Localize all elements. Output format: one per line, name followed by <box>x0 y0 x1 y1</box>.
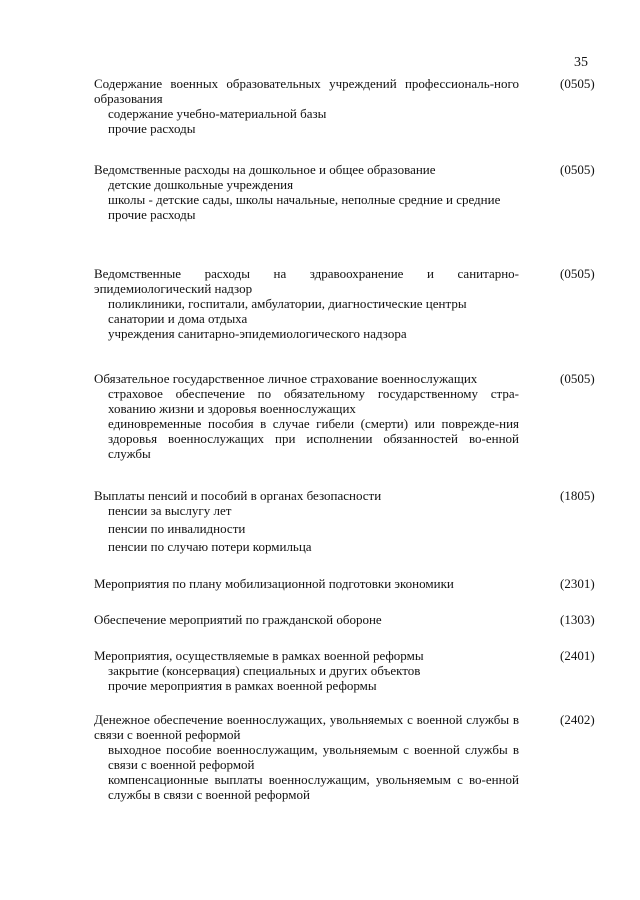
section-code: (2402) <box>560 712 595 727</box>
section-item: страховое обеспечение по обязательному государственному стра-хованию жизни и здоровья военнослужащих <box>108 386 519 416</box>
section-healthcare <box>94 266 600 341</box>
section-title: Ведомственные расходы на здравоохранение и санитарно-эпидемиологический надзор <box>94 266 519 296</box>
section-item: выходное пособие военнослужащим, увольняемым с военной службы в связи с военной реформой <box>108 742 519 772</box>
section-item: поликлиники, госпитали, амбулатории, диагностические центры <box>108 296 467 311</box>
section-code: (0505) <box>560 266 595 281</box>
section-item: пенсии по случаю потери кормильца <box>108 539 312 554</box>
section-preschool-education <box>94 162 600 222</box>
section-item: закрытие (консервация) специальных и других объектов <box>108 663 421 678</box>
section-military-education <box>94 76 600 136</box>
page-number: 35 <box>574 55 588 70</box>
section-pensions <box>94 488 600 554</box>
section-military-reform <box>94 648 600 693</box>
section-discharge-allowance <box>94 712 600 802</box>
section-code: (0505) <box>560 76 595 91</box>
section-code: (1805) <box>560 488 595 503</box>
section-title: Обязательное государственное личное страхование военнослужащих <box>94 371 478 386</box>
section-title: Ведомственные расходы на дошкольное и общее образование <box>94 162 436 177</box>
section-code: (2301) <box>560 576 595 591</box>
section-item: детские дошкольные учреждения <box>108 177 294 192</box>
section-civil-defense <box>94 612 600 627</box>
section-item: учреждения санитарно-эпидемиологического надзора <box>108 326 407 341</box>
section-item: компенсационные выплаты военнослужащим, увольняемым с во-енной службы в связи с военной реформой <box>108 772 519 802</box>
section-title: Мероприятия по плану мобилизационной подготовки экономики <box>94 576 454 591</box>
section-insurance <box>94 371 600 461</box>
section-title: Денежное обеспечение военнослужащих, увольняемых с военной службы в связи с военной реформой <box>94 712 519 742</box>
section-code: (1303) <box>560 612 595 627</box>
section-mobilization <box>94 576 600 591</box>
section-item: пенсии по инвалидности <box>108 521 246 536</box>
section-title: Обеспечение мероприятий по гражданской обороне <box>94 612 382 627</box>
section-item: прочие расходы <box>108 207 196 222</box>
section-item: санатории и дома отдыха <box>108 311 248 326</box>
section-item: пенсии за выслугу лет <box>108 503 232 518</box>
section-item: школы - детские сады, школы начальные, неполные средние и средние <box>108 192 501 207</box>
section-title: Содержание военных образовательных учреждений профессиональ-ного образования <box>94 76 519 106</box>
section-code: (2401) <box>560 648 595 663</box>
section-item: содержание учебно-материальной базы <box>108 106 327 121</box>
section-item: единовременные пособия в случае гибели (смерти) или поврежде-ния здоровья военнослужащих при исполнении обязанностей во-енной службы <box>108 416 519 461</box>
section-item: прочие мероприятия в рамках военной реформы <box>108 678 377 693</box>
section-title: Выплаты пенсий и пособий в органах безопасности <box>94 488 382 503</box>
section-title: Мероприятия, осуществляемые в рамках военной реформы <box>94 648 424 663</box>
section-code: (0505) <box>560 371 595 386</box>
section-item: прочие расходы <box>108 121 196 136</box>
section-code: (0505) <box>560 162 595 177</box>
